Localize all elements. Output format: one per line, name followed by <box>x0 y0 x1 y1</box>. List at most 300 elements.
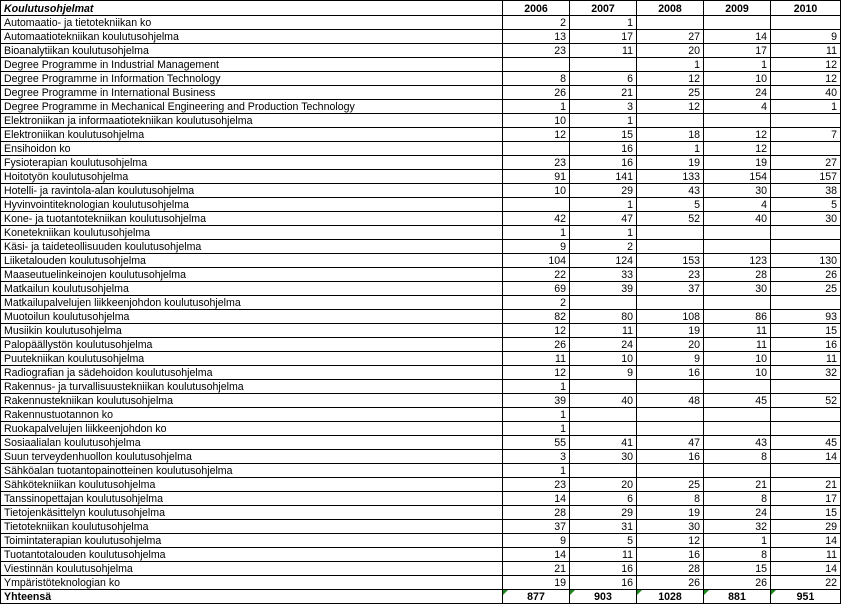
program-name-cell[interactable]: Musiikin koulutusohjelma <box>1 324 503 338</box>
value-cell[interactable]: 29 <box>570 184 637 198</box>
value-cell[interactable]: 21 <box>771 478 841 492</box>
value-cell[interactable] <box>503 142 570 156</box>
value-cell[interactable]: 10 <box>704 352 771 366</box>
value-cell[interactable]: 22 <box>503 268 570 282</box>
value-cell[interactable] <box>704 16 771 30</box>
value-cell[interactable]: 41 <box>570 436 637 450</box>
program-name-cell[interactable]: Radiografian ja sädehoidon koulutusohjelma <box>1 366 503 380</box>
program-name-cell[interactable]: Degree Programme in Industrial Management <box>1 58 503 72</box>
value-cell[interactable] <box>570 422 637 436</box>
value-cell[interactable] <box>503 198 570 212</box>
value-cell[interactable]: 8 <box>503 72 570 86</box>
table-row <box>1 296 841 310</box>
table-row <box>1 548 841 562</box>
value-cell[interactable]: 9 <box>637 352 704 366</box>
value-cell[interactable]: 93 <box>771 310 841 324</box>
program-name-cell[interactable]: Puutekniikan koulutusohjelma <box>1 352 503 366</box>
value-cell[interactable]: 1 <box>570 226 637 240</box>
value-cell[interactable] <box>771 296 841 310</box>
program-name-cell[interactable]: Viestinnän koulutusohjelma <box>1 562 503 576</box>
value-cell[interactable]: 17 <box>704 44 771 58</box>
value-cell[interactable]: 16 <box>771 338 841 352</box>
value-cell[interactable]: 30 <box>570 450 637 464</box>
value-cell[interactable]: 26 <box>771 268 841 282</box>
value-cell[interactable]: 19 <box>704 156 771 170</box>
table-row <box>1 16 841 30</box>
table-row <box>1 142 841 156</box>
value-cell[interactable]: 26 <box>503 338 570 352</box>
value-cell[interactable]: 47 <box>570 212 637 226</box>
value-cell[interactable]: 7 <box>771 128 841 142</box>
value-cell[interactable]: 5 <box>771 198 841 212</box>
value-cell[interactable] <box>704 240 771 254</box>
value-cell[interactable]: 8 <box>704 548 771 562</box>
program-name-cell[interactable]: Ruokapalvelujen liikkeenjohdon ko <box>1 422 503 436</box>
table-row <box>1 58 841 72</box>
value-cell[interactable]: 6 <box>570 492 637 506</box>
value-cell[interactable]: 12 <box>503 324 570 338</box>
table-row <box>1 562 841 576</box>
program-name-cell[interactable]: Fysioterapian koulutusohjelma <box>1 156 503 170</box>
value-cell[interactable]: 11 <box>704 324 771 338</box>
value-cell[interactable]: 1 <box>637 142 704 156</box>
value-cell[interactable]: 14 <box>503 492 570 506</box>
value-cell[interactable]: 141 <box>570 170 637 184</box>
value-cell[interactable] <box>704 422 771 436</box>
program-name-cell[interactable]: Suun terveydenhuollon koulutusohjelma <box>1 450 503 464</box>
table-row <box>1 324 841 338</box>
value-cell[interactable]: 8 <box>637 492 704 506</box>
value-cell[interactable]: 86 <box>704 310 771 324</box>
value-cell[interactable]: 12 <box>771 72 841 86</box>
table-row <box>1 44 841 58</box>
value-cell[interactable]: 29 <box>771 520 841 534</box>
value-cell[interactable]: 26 <box>637 576 704 590</box>
value-cell[interactable]: 14 <box>771 450 841 464</box>
value-cell[interactable]: 69 <box>503 282 570 296</box>
value-cell[interactable] <box>771 422 841 436</box>
total-value-cell[interactable] <box>637 590 704 604</box>
value-cell[interactable]: 12 <box>637 72 704 86</box>
table-row <box>1 464 841 478</box>
value-cell[interactable]: 1 <box>503 380 570 394</box>
program-name-cell[interactable]: Elektroniikan ja informaatiotekniikan koulutusohjelma <box>1 114 503 128</box>
program-name-cell[interactable]: Hoitotyön koulutusohjelma <box>1 170 503 184</box>
value-cell[interactable] <box>637 380 704 394</box>
program-name-cell[interactable]: Konetekniikan koulutusohjelma <box>1 226 503 240</box>
value-cell[interactable]: 20 <box>637 338 704 352</box>
value-cell[interactable]: 12 <box>503 128 570 142</box>
table-row <box>1 408 841 422</box>
table-row <box>1 30 841 44</box>
table-row <box>1 198 841 212</box>
value-cell[interactable]: 11 <box>771 44 841 58</box>
value-cell[interactable] <box>771 114 841 128</box>
value-cell[interactable]: 18 <box>637 128 704 142</box>
value-cell[interactable]: 11 <box>771 352 841 366</box>
table-row <box>1 576 841 590</box>
value-cell[interactable]: 19 <box>637 506 704 520</box>
value-cell[interactable]: 11 <box>771 548 841 562</box>
value-cell[interactable] <box>503 58 570 72</box>
value-cell[interactable]: 16 <box>570 142 637 156</box>
value-cell[interactable]: 25 <box>771 282 841 296</box>
value-cell[interactable]: 38 <box>771 184 841 198</box>
total-value-cell[interactable] <box>771 590 841 604</box>
value-cell[interactable]: 14 <box>771 534 841 548</box>
value-cell[interactable]: 1 <box>570 16 637 30</box>
value-cell[interactable]: 23 <box>503 156 570 170</box>
table-row <box>1 422 841 436</box>
value-cell[interactable]: 11 <box>704 338 771 352</box>
value-cell[interactable] <box>637 226 704 240</box>
value-cell[interactable]: 1 <box>704 58 771 72</box>
program-name-cell[interactable]: Rakennus- ja turvallisuustekniikan koulutusohjelma <box>1 380 503 394</box>
header-cell-year[interactable]: 2010 <box>771 1 841 16</box>
value-cell[interactable]: 13 <box>503 30 570 44</box>
table-row <box>1 534 841 548</box>
program-name-cell[interactable]: Hotelli- ja ravintola-alan koulutusohjelma <box>1 184 503 198</box>
value-cell[interactable]: 43 <box>637 184 704 198</box>
value-cell[interactable]: 37 <box>503 520 570 534</box>
value-cell[interactable]: 15 <box>704 562 771 576</box>
value-cell[interactable]: 2 <box>503 16 570 30</box>
value-cell[interactable] <box>570 408 637 422</box>
table-row <box>1 338 841 352</box>
value-cell[interactable]: 153 <box>637 254 704 268</box>
value-cell[interactable]: 39 <box>570 282 637 296</box>
total-value-cell[interactable] <box>570 590 637 604</box>
value-cell[interactable]: 11 <box>503 352 570 366</box>
value-cell[interactable] <box>570 296 637 310</box>
value-cell[interactable]: 11 <box>570 548 637 562</box>
program-name-cell[interactable]: Sosiaalialan koulutusohjelma <box>1 436 503 450</box>
program-name-cell[interactable]: Matkailun koulutusohjelma <box>1 282 503 296</box>
value-cell[interactable]: 40 <box>570 394 637 408</box>
value-cell[interactable] <box>704 408 771 422</box>
value-cell[interactable]: 37 <box>637 282 704 296</box>
value-cell[interactable]: 25 <box>637 478 704 492</box>
value-cell[interactable] <box>570 380 637 394</box>
program-name-cell[interactable]: Rakennustekniikan koulutusohjelma <box>1 394 503 408</box>
value-cell[interactable]: 11 <box>570 324 637 338</box>
program-name-cell[interactable]: Sähkötekniikan koulutusohjelma <box>1 478 503 492</box>
table-row <box>1 380 841 394</box>
value-cell[interactable]: 19 <box>637 156 704 170</box>
value-cell[interactable]: 28 <box>704 268 771 282</box>
program-name-cell[interactable]: Sähköalan tuotantopainotteinen koulutusohjelma <box>1 464 503 478</box>
value-cell[interactable] <box>771 464 841 478</box>
value-cell[interactable] <box>771 226 841 240</box>
value-cell[interactable]: 15 <box>570 128 637 142</box>
program-name-cell[interactable]: Muotoilun koulutusohjelma <box>1 310 503 324</box>
value-cell[interactable]: 9 <box>570 366 637 380</box>
value-cell[interactable]: 1 <box>503 464 570 478</box>
total-row <box>1 590 841 604</box>
header-cell-year[interactable]: 2007 <box>570 1 637 16</box>
header-cell-year[interactable]: 2008 <box>637 1 704 16</box>
program-name-cell[interactable]: Degree Programme in International Business <box>1 86 503 100</box>
value-cell[interactable]: 15 <box>771 506 841 520</box>
value-cell[interactable]: 39 <box>503 394 570 408</box>
value-cell[interactable]: 1 <box>503 226 570 240</box>
value-cell[interactable]: 6 <box>570 72 637 86</box>
table-row <box>1 100 841 114</box>
value-cell[interactable]: 20 <box>570 478 637 492</box>
value-cell[interactable]: 8 <box>704 450 771 464</box>
value-cell[interactable]: 10 <box>503 184 570 198</box>
program-name-cell[interactable]: Bioanalytiikan koulutusohjelma <box>1 44 503 58</box>
value-cell[interactable]: 30 <box>704 184 771 198</box>
value-cell[interactable]: 14 <box>503 548 570 562</box>
program-name-cell[interactable]: Elektroniikan koulutusohjelma <box>1 128 503 142</box>
value-cell[interactable] <box>771 142 841 156</box>
program-name-cell[interactable]: Ensihoidon ko <box>1 142 503 156</box>
program-name-cell[interactable]: Palopäällystön koulutusohjelma <box>1 338 503 352</box>
program-name-cell[interactable]: Ympäristöteknologian ko <box>1 576 503 590</box>
value-cell[interactable]: 10 <box>704 72 771 86</box>
value-cell[interactable]: 48 <box>637 394 704 408</box>
value-cell[interactable]: 3 <box>570 100 637 114</box>
program-name-cell[interactable]: Tietojenkäsittelyn koulutusohjelma <box>1 506 503 520</box>
value-cell[interactable]: 26 <box>503 86 570 100</box>
value-cell[interactable]: 17 <box>771 492 841 506</box>
value-cell[interactable]: 15 <box>771 324 841 338</box>
value-cell[interactable] <box>771 408 841 422</box>
program-name-cell[interactable]: Maaseutuelinkeinojen koulutusohjelma <box>1 268 503 282</box>
value-cell[interactable]: 2 <box>503 296 570 310</box>
value-cell[interactable]: 124 <box>570 254 637 268</box>
value-cell[interactable]: 91 <box>503 170 570 184</box>
value-cell[interactable]: 12 <box>503 366 570 380</box>
value-cell[interactable]: 80 <box>570 310 637 324</box>
table-row <box>1 156 841 170</box>
value-cell[interactable] <box>570 58 637 72</box>
total-value-cell[interactable] <box>704 590 771 604</box>
program-name-cell[interactable]: Liiketalouden koulutusohjelma <box>1 254 503 268</box>
value-cell[interactable]: 27 <box>771 156 841 170</box>
value-cell[interactable] <box>637 422 704 436</box>
value-cell[interactable]: 29 <box>570 506 637 520</box>
table-row <box>1 254 841 268</box>
value-cell[interactable] <box>570 464 637 478</box>
value-cell[interactable] <box>704 464 771 478</box>
value-cell[interactable]: 28 <box>503 506 570 520</box>
value-cell[interactable]: 30 <box>637 520 704 534</box>
header-cell-programs[interactable]: Koulutusohjelmat <box>1 1 503 16</box>
value-cell[interactable] <box>637 464 704 478</box>
value-cell[interactable]: 31 <box>570 520 637 534</box>
value-cell[interactable]: 108 <box>637 310 704 324</box>
value-cell[interactable]: 24 <box>704 506 771 520</box>
error-indicator-icon <box>503 590 508 595</box>
value-cell[interactable]: 21 <box>570 86 637 100</box>
program-name-cell[interactable]: Käsi- ja taideteollisuuden koulutusohjelma <box>1 240 503 254</box>
value-cell[interactable]: 154 <box>704 170 771 184</box>
value-cell[interactable]: 16 <box>637 548 704 562</box>
header-cell-year[interactable]: 2006 <box>503 1 570 16</box>
value-cell[interactable]: 133 <box>637 170 704 184</box>
value-cell[interactable]: 30 <box>771 212 841 226</box>
value-cell[interactable]: 24 <box>570 338 637 352</box>
value-cell[interactable]: 22 <box>771 576 841 590</box>
error-indicator-icon <box>704 590 709 595</box>
total-value: 1028 <box>658 591 682 604</box>
value-cell[interactable]: 25 <box>637 86 704 100</box>
value-cell[interactable]: 9 <box>503 240 570 254</box>
value-cell[interactable]: 30 <box>704 282 771 296</box>
error-indicator-icon <box>570 590 575 595</box>
value-cell[interactable]: 123 <box>704 254 771 268</box>
value-cell[interactable]: 1 <box>570 114 637 128</box>
program-name-cell[interactable]: Degree Programme in Information Technology <box>1 72 503 86</box>
value-cell[interactable]: 19 <box>637 324 704 338</box>
table-body <box>1 16 841 590</box>
program-name-cell[interactable]: Automaatio- ja tietotekniikan ko <box>1 16 503 30</box>
value-cell[interactable]: 12 <box>771 58 841 72</box>
value-cell[interactable]: 21 <box>503 562 570 576</box>
total-value-cell[interactable] <box>503 590 570 604</box>
program-name-cell[interactable]: Toimintaterapian koulutusohjelma <box>1 534 503 548</box>
value-cell[interactable]: 16 <box>570 576 637 590</box>
value-cell[interactable]: 10 <box>704 366 771 380</box>
table-row <box>1 352 841 366</box>
value-cell[interactable]: 24 <box>704 86 771 100</box>
table-row <box>1 128 841 142</box>
table-row <box>1 212 841 226</box>
program-name-cell[interactable]: Degree Programme in Mechanical Engineering and Production Technology <box>1 100 503 114</box>
table-row <box>1 240 841 254</box>
total-value: 951 <box>796 591 815 604</box>
value-cell[interactable]: 27 <box>637 30 704 44</box>
value-cell[interactable]: 12 <box>637 100 704 114</box>
value-cell[interactable] <box>637 240 704 254</box>
value-cell[interactable]: 5 <box>570 534 637 548</box>
value-cell[interactable]: 1 <box>570 198 637 212</box>
value-cell[interactable] <box>704 296 771 310</box>
value-cell[interactable]: 4 <box>704 100 771 114</box>
value-cell[interactable]: 5 <box>637 198 704 212</box>
value-cell[interactable]: 130 <box>771 254 841 268</box>
program-name-cell[interactable]: Tietotekniikan koulutusohjelma <box>1 520 503 534</box>
value-cell[interactable]: 17 <box>570 30 637 44</box>
value-cell[interactable]: 33 <box>570 268 637 282</box>
value-cell[interactable]: 82 <box>503 310 570 324</box>
value-cell[interactable]: 3 <box>503 450 570 464</box>
value-cell[interactable] <box>637 16 704 30</box>
value-cell[interactable]: 47 <box>637 436 704 450</box>
value-cell[interactable]: 23 <box>503 44 570 58</box>
value-cell[interactable]: 23 <box>503 478 570 492</box>
value-cell[interactable]: 42 <box>503 212 570 226</box>
value-cell[interactable] <box>704 380 771 394</box>
value-cell[interactable]: 28 <box>637 562 704 576</box>
value-cell[interactable] <box>637 114 704 128</box>
table-row <box>1 506 841 520</box>
value-cell[interactable]: 10 <box>503 114 570 128</box>
value-cell[interactable]: 16 <box>637 450 704 464</box>
program-name-cell[interactable]: Tanssinopettajan koulutusohjelma <box>1 492 503 506</box>
value-cell[interactable] <box>704 226 771 240</box>
value-cell[interactable]: 23 <box>637 268 704 282</box>
value-cell[interactable]: 32 <box>771 366 841 380</box>
value-cell[interactable]: 1 <box>503 422 570 436</box>
value-cell[interactable]: 1 <box>503 408 570 422</box>
value-cell[interactable] <box>771 380 841 394</box>
table-row <box>1 366 841 380</box>
value-cell[interactable] <box>771 240 841 254</box>
table-row <box>1 170 841 184</box>
table-row <box>1 492 841 506</box>
value-cell[interactable]: 9 <box>503 534 570 548</box>
value-cell[interactable] <box>704 114 771 128</box>
value-cell[interactable]: 104 <box>503 254 570 268</box>
value-cell[interactable]: 12 <box>704 142 771 156</box>
table-row <box>1 184 841 198</box>
header-cell-year[interactable]: 2009 <box>704 1 771 16</box>
value-cell[interactable]: 52 <box>771 394 841 408</box>
value-cell[interactable]: 10 <box>570 352 637 366</box>
value-cell[interactable]: 52 <box>637 212 704 226</box>
value-cell[interactable]: 32 <box>704 520 771 534</box>
program-name-cell[interactable]: Kone- ja tuotantotekniikan koulutusohjelma <box>1 212 503 226</box>
value-cell[interactable]: 55 <box>503 436 570 450</box>
total-label-cell[interactable]: Yhteensä <box>1 590 503 604</box>
total-value: 903 <box>594 591 612 604</box>
value-cell[interactable] <box>637 296 704 310</box>
program-name-cell[interactable]: Matkailupalvelujen liikkeenjohdon koulutusohjelma <box>1 296 503 310</box>
table-row <box>1 520 841 534</box>
value-cell[interactable] <box>637 408 704 422</box>
value-cell[interactable]: 8 <box>704 492 771 506</box>
value-cell[interactable]: 1 <box>771 100 841 114</box>
program-name-cell[interactable]: Hyvinvointiteknologian koulutusohjelma <box>1 198 503 212</box>
value-cell[interactable]: 16 <box>570 562 637 576</box>
value-cell[interactable]: 14 <box>771 562 841 576</box>
program-name-cell[interactable]: Tuotantotalouden koulutusohjelma <box>1 548 503 562</box>
program-name-cell[interactable]: Rakennustuotannon ko <box>1 408 503 422</box>
error-indicator-icon <box>771 590 776 595</box>
table-row <box>1 478 841 492</box>
program-name-cell[interactable]: Automaatiotekniikan koulutusohjelma <box>1 30 503 44</box>
table-row <box>1 114 841 128</box>
value-cell[interactable]: 9 <box>771 30 841 44</box>
value-cell[interactable]: 1 <box>503 100 570 114</box>
value-cell[interactable]: 12 <box>637 534 704 548</box>
value-cell[interactable]: 40 <box>704 212 771 226</box>
value-cell[interactable]: 43 <box>704 436 771 450</box>
value-cell[interactable]: 16 <box>570 156 637 170</box>
value-cell[interactable]: 45 <box>704 394 771 408</box>
value-cell[interactable]: 14 <box>704 30 771 44</box>
value-cell[interactable]: 11 <box>570 44 637 58</box>
value-cell[interactable]: 21 <box>704 478 771 492</box>
value-cell[interactable]: 16 <box>637 366 704 380</box>
value-cell[interactable]: 45 <box>771 436 841 450</box>
value-cell[interactable]: 157 <box>771 170 841 184</box>
value-cell[interactable]: 1 <box>704 534 771 548</box>
value-cell[interactable]: 12 <box>704 128 771 142</box>
value-cell[interactable]: 2 <box>570 240 637 254</box>
value-cell[interactable]: 26 <box>704 576 771 590</box>
value-cell[interactable]: 40 <box>771 86 841 100</box>
value-cell[interactable]: 4 <box>704 198 771 212</box>
table-row <box>1 310 841 324</box>
value-cell[interactable]: 20 <box>637 44 704 58</box>
value-cell[interactable]: 1 <box>637 58 704 72</box>
value-cell[interactable]: 19 <box>503 576 570 590</box>
value-cell[interactable] <box>771 16 841 30</box>
